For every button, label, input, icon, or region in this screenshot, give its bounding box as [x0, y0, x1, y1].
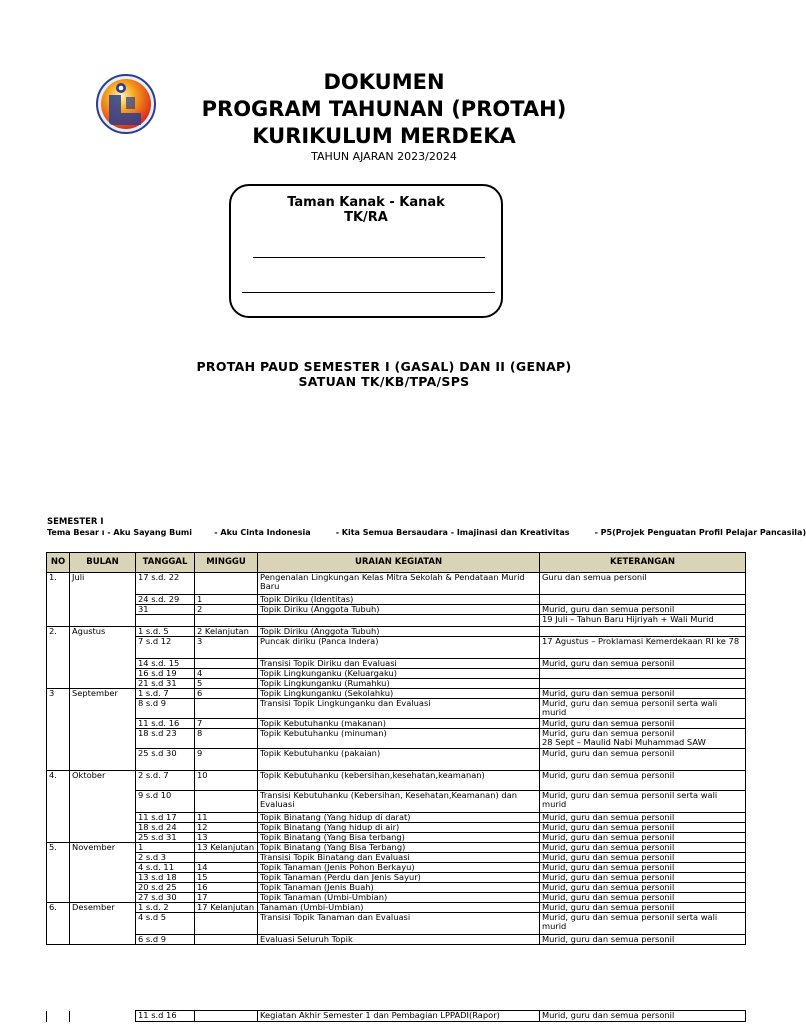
cell-uraian: Topik Lingkunganku (Keluargaku)	[258, 669, 540, 679]
cell-minggu: 14	[195, 863, 258, 873]
cell-minggu: 1	[195, 595, 258, 605]
cell-keterangan: Guru dan semua personil	[540, 573, 746, 595]
cell-tanggal: 27 s.d 30	[136, 893, 195, 903]
table-row	[47, 637, 746, 659]
cell-uraian: Topik Tanaman (Umbi-Umbian)	[258, 893, 540, 903]
cell-minggu: 2	[195, 605, 258, 615]
cell-tanggal: 1 s.d. 2	[136, 903, 195, 913]
cell-tanggal: 4 s.d 5	[136, 913, 195, 935]
table-row	[47, 1011, 746, 1022]
cell-keterangan: Murid, guru dan semua personil	[540, 843, 746, 853]
cell-uraian: Topik Kebutuhanku (minuman)	[258, 729, 540, 749]
cell-keterangan: Murid, guru dan semua personil	[540, 903, 746, 913]
table-row	[47, 823, 746, 833]
cell-minggu: 9	[195, 749, 258, 771]
tema-line	[47, 528, 806, 537]
table-row	[47, 791, 746, 813]
cell-uraian: Topik Tanaman (Perdu dan Jenis Sayur)	[258, 873, 540, 883]
header-bulan: BULAN	[70, 553, 136, 573]
cell-minggu: 17 Kelanjutan	[195, 903, 258, 913]
cell-uraian: Topik Tanaman (Jenis Pohon Berkayu)	[258, 863, 540, 873]
table-row	[47, 659, 746, 669]
table-row	[47, 605, 746, 615]
cell-bulan: Juli	[70, 573, 136, 627]
cell-keterangan: Murid, guru dan semua personil serta wali murid	[540, 699, 746, 719]
table-row	[47, 729, 746, 749]
tema-4: - P5(Projek Penguatan Profil Pelajar Pancasila)	[594, 528, 806, 537]
cell-bulan: Agustus	[70, 627, 136, 689]
header-uraian: URAIAN KEGIATAN	[258, 553, 540, 573]
cell-minggu	[195, 699, 258, 719]
protah-heading-line1: PROTAH PAUD SEMESTER I (GASAL) DAN II (GENAP)	[196, 359, 572, 374]
cell-minggu: 2 Kelanjutan	[195, 627, 258, 637]
cell-uraian: Topik Lingkunganku (Sekolahku)	[258, 689, 540, 699]
cell-tanggal: 14 s.d. 15	[136, 659, 195, 669]
table-row	[47, 615, 746, 627]
cell-tanggal: 1	[136, 843, 195, 853]
table-row	[47, 853, 746, 863]
cell-tanggal: 1 s.d. 5	[136, 627, 195, 637]
cell-minggu	[195, 615, 258, 627]
cell-minggu: 4	[195, 669, 258, 679]
cell-tanggal: 31	[136, 605, 195, 615]
cell-tanggal: 16 s.d 19	[136, 669, 195, 679]
table-row	[47, 595, 746, 605]
cell-minggu: 17	[195, 893, 258, 903]
box-subtitle: TK/RA	[344, 210, 388, 225]
table-row	[47, 935, 746, 945]
cell-no: 3	[47, 689, 70, 771]
cell-minggu: 13 Kelanjutan	[195, 843, 258, 853]
cell-keterangan: Murid, guru dan semua personil	[540, 863, 746, 873]
cell-uraian: Topik Diriku (Anggota Tubuh)	[258, 627, 540, 637]
cell-minggu	[195, 791, 258, 813]
cell-keterangan: Murid, guru dan semua personil	[540, 833, 746, 843]
cell-keterangan: Murid, guru dan semua personil	[540, 1011, 746, 1022]
cell-minggu: 15	[195, 873, 258, 883]
cell-minggu	[195, 659, 258, 669]
cell-uraian: Topik Lingkunganku (Rumahku)	[258, 679, 540, 689]
doc-title-line3: KURIKULUM MERDEKA	[252, 124, 516, 148]
table-row	[47, 883, 746, 893]
table-header-row	[47, 553, 746, 573]
cell-uraian: Transisi Topik Lingkunganku dan Evaluasi	[258, 699, 540, 719]
cell-minggu: 13	[195, 833, 258, 843]
cell-keterangan	[540, 669, 746, 679]
cell-uraian: Topik Diriku (Anggota Tubuh)	[258, 605, 540, 615]
cell-minggu	[195, 913, 258, 935]
cell-keterangan: Murid, guru dan semua personil	[540, 853, 746, 863]
cell-tanggal: 2 s.d. 7	[136, 771, 195, 791]
doc-title-line2: PROGRAM TAHUNAN (PROTAH)	[201, 97, 567, 121]
cell-tanggal: 6 s.d 9	[136, 935, 195, 945]
cell-tanggal: 4 s.d. 11	[136, 863, 195, 873]
cell-keterangan: Murid, guru dan semua personil 28 Sept – Maulid Nabi Muhammad SAW	[540, 729, 746, 749]
cell-uraian: Topik Kebutuhanku (kebersihan,kesehatan,keamanan)	[258, 771, 540, 791]
cell-uraian: Pengenalan Lingkungan Kelas Mitra Sekolah & Pendataan Murid Baru	[258, 573, 540, 595]
cell-tanggal: 13 s.d 18	[136, 873, 195, 883]
table-row	[47, 749, 746, 771]
cell-tanggal: 20 s.d 25	[136, 883, 195, 893]
cell-keterangan: Murid, guru dan semua personil serta wali murid	[540, 913, 746, 935]
cell-bulan: Oktober	[70, 771, 136, 843]
cell-uraian: Kegiatan Akhir Semester 1 dan Pembagian LPPADI(Rapor)	[258, 1011, 540, 1022]
cell-uraian: Topik Binatang (Yang hidup di air)	[258, 823, 540, 833]
cell-bulan	[70, 1011, 136, 1022]
cell-minggu	[195, 1011, 258, 1022]
table-row	[47, 679, 746, 689]
table-row	[47, 573, 746, 595]
cell-keterangan	[540, 679, 746, 689]
header-tanggal: TANGGAL	[136, 553, 195, 573]
table-row	[47, 903, 746, 913]
cell-keterangan: Murid, guru dan semua personil	[540, 873, 746, 883]
tahun-ajaran: TAHUN AJARAN 2023/2024	[311, 150, 457, 163]
cell-minggu: 6	[195, 689, 258, 699]
cell-tanggal: 18 s.d 23	[136, 729, 195, 749]
cell-keterangan: Murid, guru dan semua personil	[540, 823, 746, 833]
cell-minggu: 5	[195, 679, 258, 689]
cell-minggu	[195, 573, 258, 595]
table-row	[47, 913, 746, 935]
cell-uraian: Tanaman (Umbi-Umbian)	[258, 903, 540, 913]
cell-keterangan: Murid, guru dan semua personil	[540, 771, 746, 791]
cell-minggu: 12	[195, 823, 258, 833]
cell-minggu	[195, 853, 258, 863]
box-title: Taman Kanak - Kanak	[287, 195, 445, 210]
table-row	[47, 689, 746, 699]
table-row	[47, 627, 746, 637]
cell-tanggal: 11 s.d 16	[136, 1011, 195, 1022]
cell-no	[47, 1011, 70, 1022]
cell-keterangan	[540, 595, 746, 605]
table-row	[47, 843, 746, 853]
cell-tanggal: 17 s.d. 22	[136, 573, 195, 595]
cell-no: 4.	[47, 771, 70, 843]
cell-tanggal: 8 s.d 9	[136, 699, 195, 719]
cell-minggu: 7	[195, 719, 258, 729]
table-row	[47, 699, 746, 719]
cell-minggu: 11	[195, 813, 258, 823]
table-row	[47, 893, 746, 903]
table-row	[47, 863, 746, 873]
cell-no: 6.	[47, 903, 70, 945]
cell-tanggal: 1 s.d. 7	[136, 689, 195, 699]
cell-keterangan: Murid, guru dan semua personil	[540, 659, 746, 669]
cell-tanggal: 25 s.d 31	[136, 833, 195, 843]
cell-tanggal: 25 s.d 30	[136, 749, 195, 771]
cell-uraian: Topik Kebutuhanku (pakaian)	[258, 749, 540, 771]
cell-uraian: Transisi Kebutuhanku (Kebersihan, Kesehatan,Keamanan) dan Evaluasi	[258, 791, 540, 813]
table-body	[47, 573, 746, 945]
cell-tanggal: 21 s.d 31	[136, 679, 195, 689]
header-minggu: MINGGU	[195, 553, 258, 573]
table-row	[47, 873, 746, 883]
table-row	[47, 813, 746, 823]
header-no: NO	[47, 553, 70, 573]
cell-uraian: Topik Diriku (Identitas)	[258, 595, 540, 605]
cell-uraian: Puncak diriku (Panca Indera)	[258, 637, 540, 659]
cell-keterangan: Murid, guru dan semua personil serta wali murid	[540, 791, 746, 813]
protah-table	[46, 552, 746, 945]
protah-table-continued	[46, 1010, 746, 1022]
cell-tanggal: 11 s.d. 16	[136, 719, 195, 729]
cell-keterangan: 19 Juli – Tahun Baru Hijriyah + Wali Murid	[540, 615, 746, 627]
fill-line-1	[253, 257, 485, 258]
cell-keterangan: Murid, guru dan semua personil	[540, 813, 746, 823]
cell-keterangan: Murid, guru dan semua personil	[540, 893, 746, 903]
cell-uraian: Topik Tanaman (Jenis Buah)	[258, 883, 540, 893]
table-row	[47, 771, 746, 791]
cell-uraian	[258, 615, 540, 627]
cell-tanggal: 9 s.d 10	[136, 791, 195, 813]
cell-keterangan: Murid, guru dan semua personil	[540, 689, 746, 699]
cell-tanggal: 11 s.d 17	[136, 813, 195, 823]
cell-keterangan: Murid, guru dan semua personil	[540, 749, 746, 771]
cell-minggu: 3	[195, 637, 258, 659]
cell-keterangan: Murid, guru dan semua personil	[540, 605, 746, 615]
fill-line-2	[242, 292, 495, 293]
cell-uraian: Evaluasi Seluruh Topik	[258, 935, 540, 945]
tema-1: Tema Besar ı - Aku Sayang Bumi	[47, 528, 192, 537]
table-row	[47, 669, 746, 679]
table-row	[47, 719, 746, 729]
tema-3: - Kita Semua Bersaudara - Imajinasi dan Kreativitas	[335, 528, 570, 537]
cell-minggu: 8	[195, 729, 258, 749]
cell-minggu: 16	[195, 883, 258, 893]
cell-minggu: 10	[195, 771, 258, 791]
cell-bulan: November	[70, 843, 136, 903]
cell-tanggal	[136, 615, 195, 627]
cell-no: 1.	[47, 573, 70, 627]
tema-2: - Aku Cinta Indonesia	[214, 528, 311, 537]
school-name-box	[229, 184, 503, 318]
cell-uraian: Topik Kebutuhanku (makanan)	[258, 719, 540, 729]
protah-heading-line2: SATUAN TK/KB/TPA/SPS	[298, 374, 470, 389]
cell-keterangan: Murid, guru dan semua personil	[540, 883, 746, 893]
cell-bulan: September	[70, 689, 136, 771]
cell-keterangan: Murid, guru dan semua personil	[540, 719, 746, 729]
cell-keterangan	[540, 627, 746, 637]
cell-tanggal: 2 s.d 3	[136, 853, 195, 863]
cell-uraian: Transisi Topik Diriku dan Evaluasi	[258, 659, 540, 669]
semester-label: SEMESTER I	[47, 517, 104, 527]
cell-uraian: Topik Binatang (Yang Bisa Terbang)	[258, 843, 540, 853]
cell-bulan: Desember	[70, 903, 136, 945]
doc-title-line1: DOKUMEN	[323, 70, 445, 94]
cell-keterangan: 17 Agustus – Proklamasi Kemerdekaan RI ke 78	[540, 637, 746, 659]
cell-no: 5.	[47, 843, 70, 903]
cell-tanggal: 24 s.d. 29	[136, 595, 195, 605]
cell-no: 2.	[47, 627, 70, 689]
cell-uraian: Transisi Topik Tanaman dan Evaluasi	[258, 913, 540, 935]
cell-uraian: Topik Binatang (Yang Bisa terbang)	[258, 833, 540, 843]
cell-uraian: Transisi Topik Binatang dan Evaluasi	[258, 853, 540, 863]
cell-tanggal: 7 s.d 12	[136, 637, 195, 659]
table-row	[47, 833, 746, 843]
cell-tanggal: 18 s.d 24	[136, 823, 195, 833]
header-keterangan: KETERANGAN	[540, 553, 746, 573]
cell-minggu	[195, 935, 258, 945]
cell-keterangan: Murid, guru dan semua personil	[540, 935, 746, 945]
cell-uraian: Topik Binatang (Yang hidup di darat)	[258, 813, 540, 823]
